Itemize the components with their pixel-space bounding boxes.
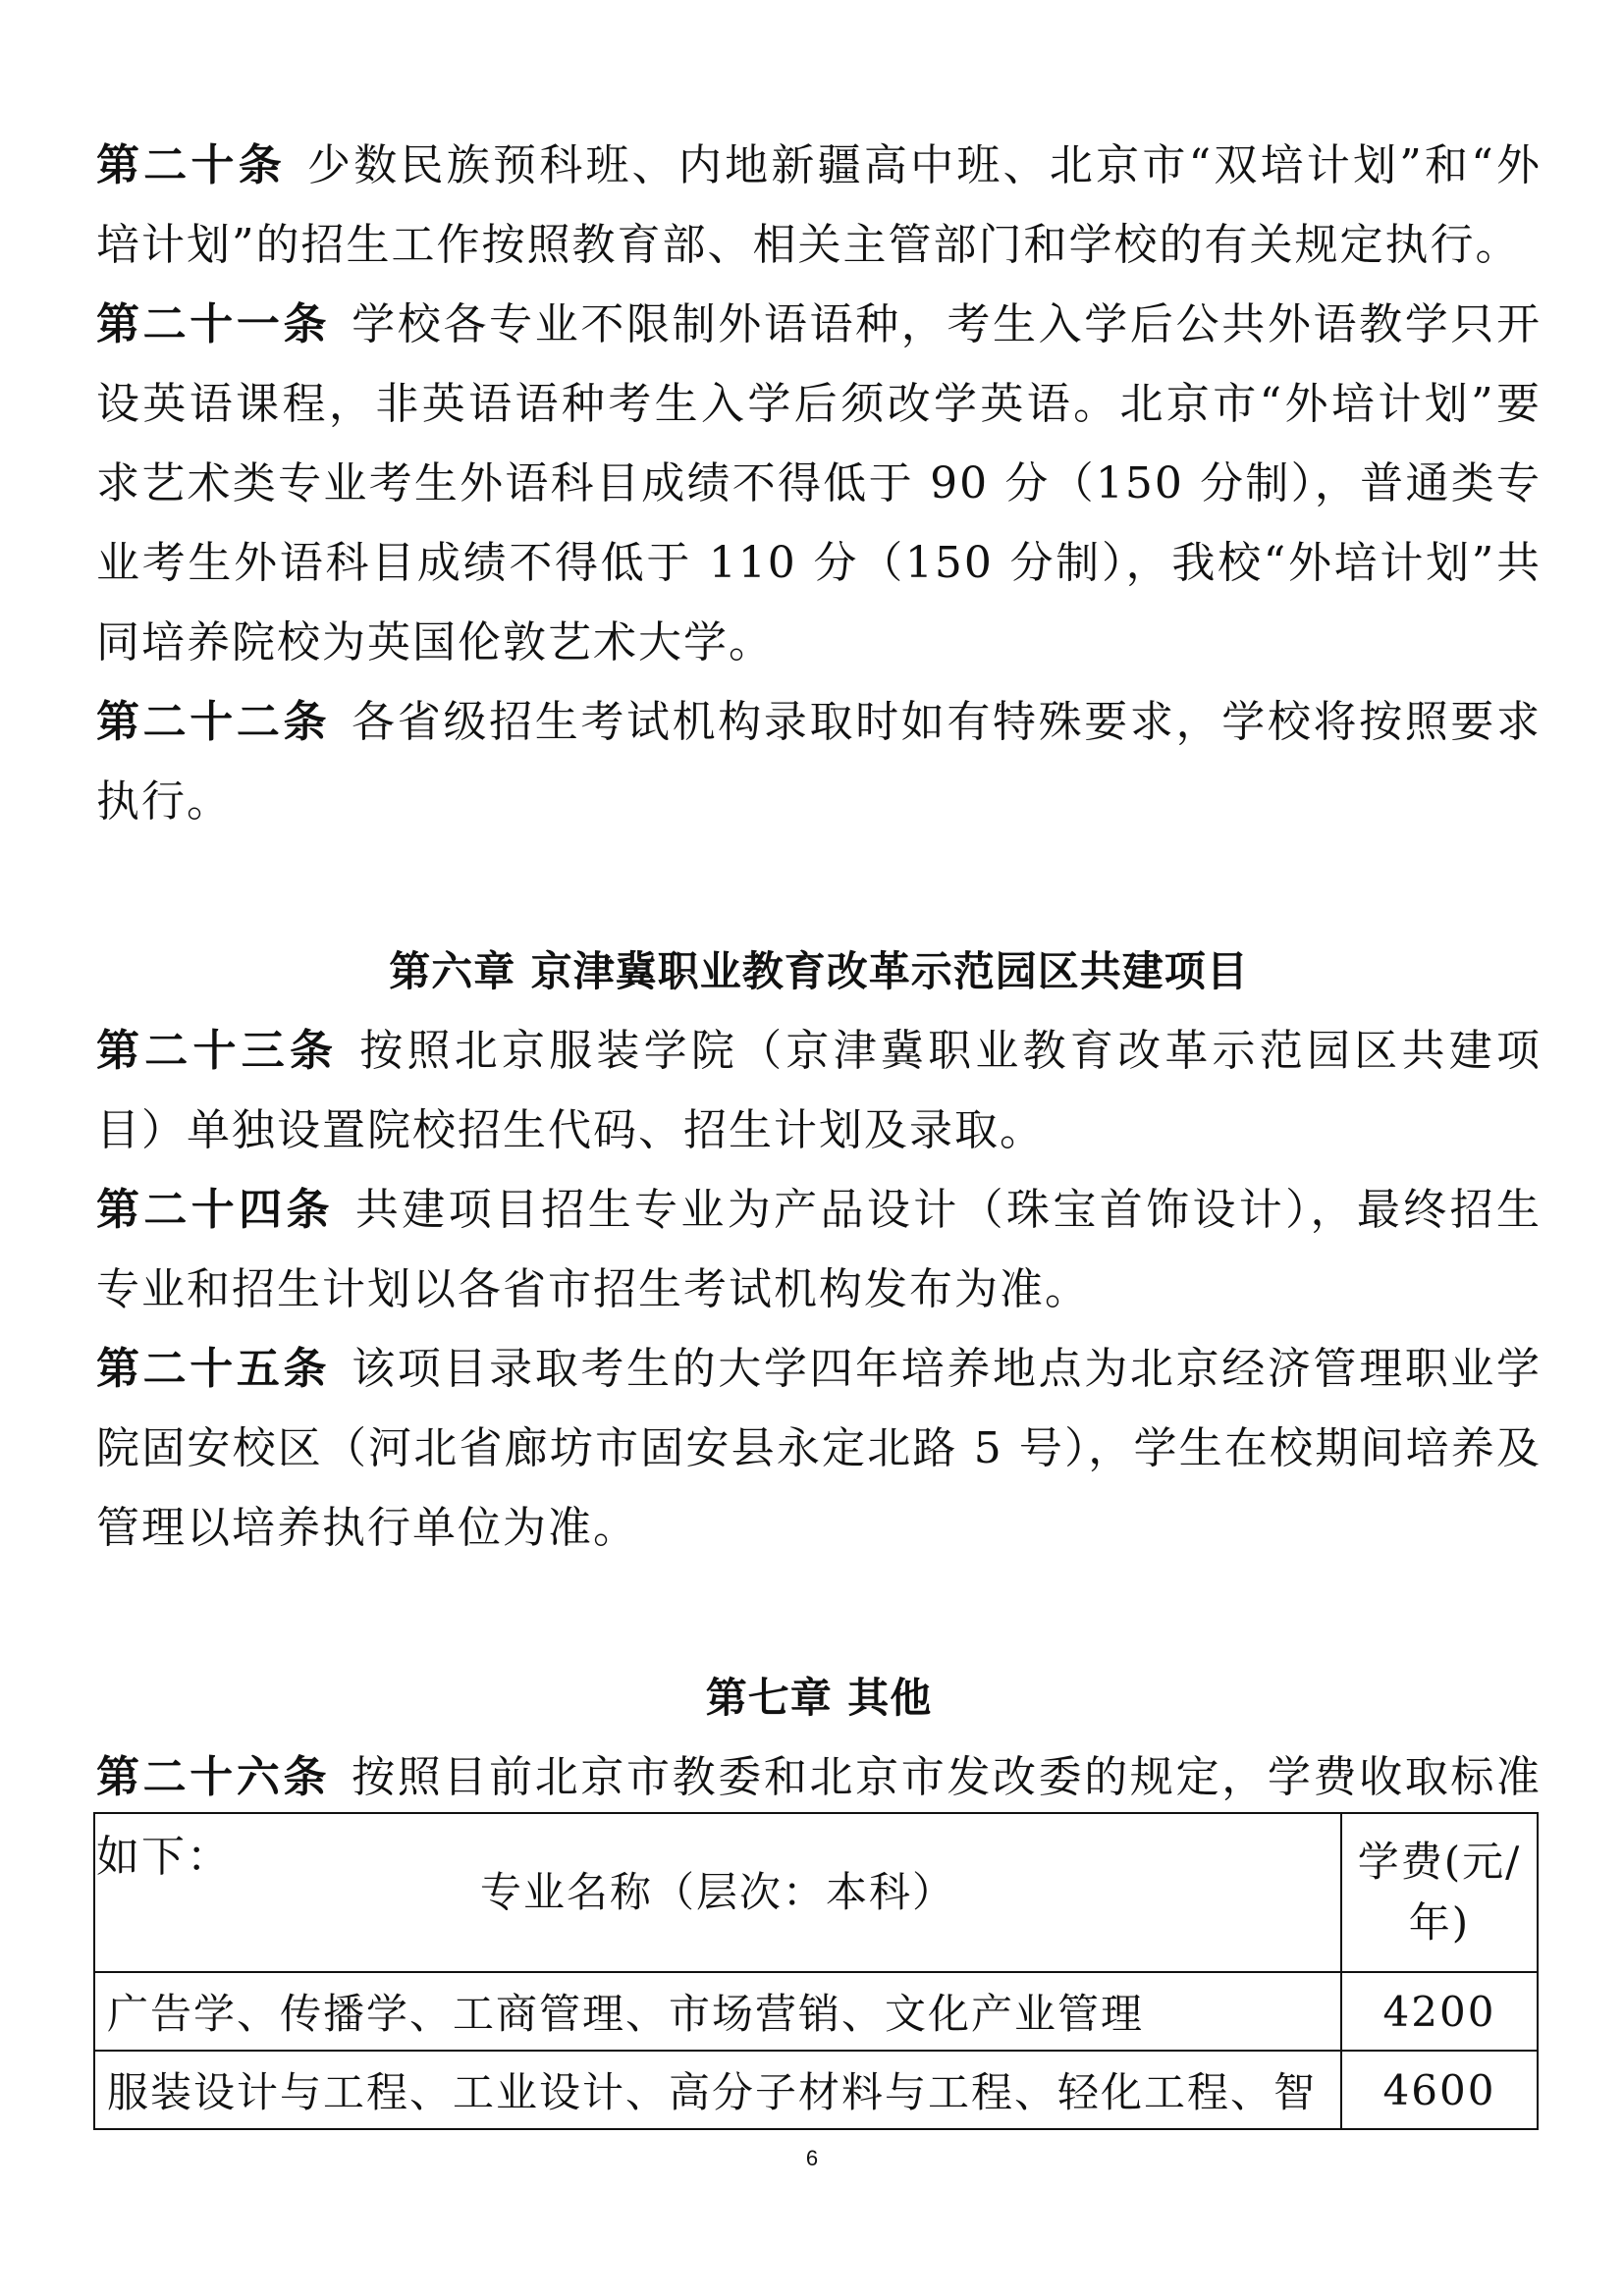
fee-cell: 4600 [1341, 2051, 1538, 2129]
article-text: 共建项目招生专业为产品设计（珠宝首饰设计），最终招生专业和招生计划以各省市招生考试机构发布为准。 [96, 1185, 1543, 1314]
article-22 [96, 682, 1542, 841]
table-row [94, 1972, 1538, 2051]
article-21 [96, 285, 1542, 682]
page-number: 6 [805, 2146, 819, 2170]
chapter-6-title: 第六章 京津冀职业教育改革示范园区共建项目 [389, 947, 1249, 995]
article-label: 第二十五条 [96, 1344, 331, 1394]
fee-cell: 4200 [1341, 1972, 1538, 2051]
article-25 [96, 1329, 1542, 1568]
article-text: 学校各专业不限制外语语种，考生入学后公共外语教学只开设英语课程，非英语语种考生入学后须改学英语。北京市“外培计划”要求艺术类专业考生外语科目成绩不得低于 90 分（150 分制），普通类专业考生外语科目成绩不得低于 110 分（150 分制），我校“外培计划”共同培养院校为英国伦敦艺术大学。 [96, 299, 1543, 667]
article-text: 按照北京服装学院（京津冀职业教育改革示范园区共建项目）单独设置院校招生代码、招生计划及录取。 [96, 1026, 1543, 1155]
major-names-cell: 广告学、传播学、工商管理、市场营销、文化产业管理 [94, 1972, 1341, 2051]
header-major-name: 专业名称（层次：本科） [94, 1813, 1341, 1972]
tuition-table [93, 1812, 1539, 2130]
table-row [94, 2051, 1538, 2129]
article-text: 该项目录取考生的大学四年培养地点为北京经济管理职业学院固安校区（河北省廊坊市固安县永定北路 5 号），学生在校期间培养及管理以培养执行单位为准。 [96, 1344, 1543, 1553]
article-20 [96, 126, 1542, 285]
table-header-row [94, 1813, 1538, 1972]
article-text: 按照目前北京市教委和北京市发改委的规定，学费收取标准如下： [96, 1752, 1543, 1882]
article-label: 第二十四条 [96, 1185, 334, 1235]
article-text: 各省级招生考试机构录取时如有特殊要求，学校将按照要求执行。 [96, 697, 1543, 827]
article-label: 第二十条 [96, 140, 286, 190]
article-label: 第二十二条 [96, 697, 331, 747]
article-label: 第二十六条 [96, 1752, 331, 1802]
article-label: 第二十三条 [96, 1026, 339, 1076]
major-names-cell: 服装设计与工程、工业设计、高分子材料与工程、轻化工程、智 [94, 2051, 1341, 2129]
article-text: 少数民族预科班、内地新疆高中班、北京市“双培计划”和“外培计划”的招生工作按照教育部、相关主管部门和学校的有关规定执行。 [96, 140, 1543, 270]
article-24 [96, 1170, 1542, 1329]
article-23 [96, 1011, 1542, 1170]
article-label: 第二十一条 [96, 299, 331, 349]
chapter-7-title: 第七章 其他 [705, 1674, 933, 1722]
header-fee: 学费(元/年) [1341, 1813, 1538, 1972]
document-page [96, 126, 1542, 1896]
